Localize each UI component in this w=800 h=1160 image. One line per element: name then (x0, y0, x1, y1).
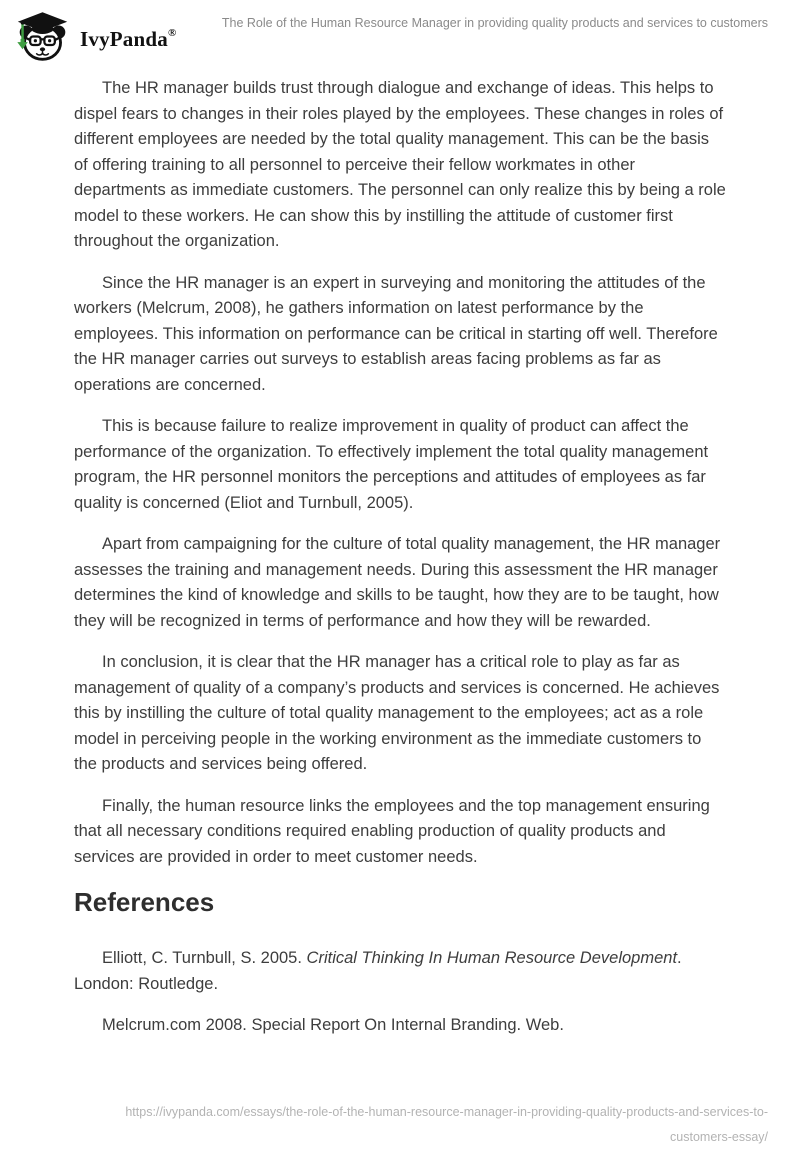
reference-work-title: Critical Thinking In Human Resource Development (306, 949, 678, 967)
page-header (0, 0, 800, 64)
reference-item (74, 1013, 726, 1039)
document-title: The Role of the Human Resource Manager in providing quality products and services to customers (221, 16, 768, 30)
reference-text: Melcrum.com 2008. Special Report On Internal Branding. Web. (102, 1016, 564, 1034)
essay-paragraph: Apart from campaigning for the culture of total quality management, the HR manager assesses the training and management needs. During this assessment the HR manager determines the kind of knowledge and skills to be taught, how they are to be taught, how they will be recognized in terms of performance and how they will be rewarded. (74, 535, 721, 630)
essay-content (74, 64, 726, 1100)
registered-trademark: ® (167, 27, 177, 39)
page-footer (0, 1100, 800, 1160)
essay-paragraph: Finally, the human resource links the employees and the top management ensuring that all necessary conditions required enabling production of quality products and services are provided in order to meet customer needs. (74, 796, 710, 866)
essay-paragraph: The HR manager builds trust through dialogue and exchange of ideas. This helps to dispel fears to changes in their roles played by the employees. These changes in roles of different employees are needed by the total quality management. This can be the basis of offering training to all personnel to perceive their fellow workmates in other departments as immediate customers. The personnel can only realize this by being a role model to these workers. He can show this by instilling the attitude of customer first throughout the organization. (74, 79, 726, 250)
ivypanda-brand-link[interactable] (14, 8, 176, 64)
source-url-link[interactable]: https://ivypanda.com/essays/the-role-of-the-human-resource-manager-in-providing-quality-products-and-services-to-customers-essay/ (125, 1105, 768, 1144)
references-heading: References (74, 887, 215, 917)
ivypanda-logo-icon (14, 11, 71, 61)
essay-paragraph: This is because failure to realize improvement in quality of product can affect the performance of the organization. To effectively implement the total quality management program, the HR personnel monitors the perceptions and attitudes of employees as far quality is concerned (Eliot and Turnbull, 2005). (74, 417, 709, 512)
reference-text: . London: Routledge. (74, 949, 682, 993)
reference-text: Elliott, C. Turnbull, S. 2005. (102, 949, 307, 967)
essay-paragraph: Since the HR manager is an expert in surveying and monitoring the attitudes of the workers (Melcrum, 2008), he gathers information on latest performance by the employees. This information on performance can be critical in starting off well. Therefore the HR manager carries out surveys to establish areas facing problems as far as operations are concerned. (74, 273, 718, 394)
brand-name: IvyPanda® (80, 27, 177, 51)
essay-paragraph: In conclusion, it is clear that the HR manager has a critical role to play as far as management of quality of a company’s products and services is concerned. He achieves this by instilling the culture of total quality management to the employees; act as a role model in perceiving people in the working environment as the immediate customers to the products and services being offered. (74, 653, 720, 773)
reference-item (74, 946, 726, 997)
